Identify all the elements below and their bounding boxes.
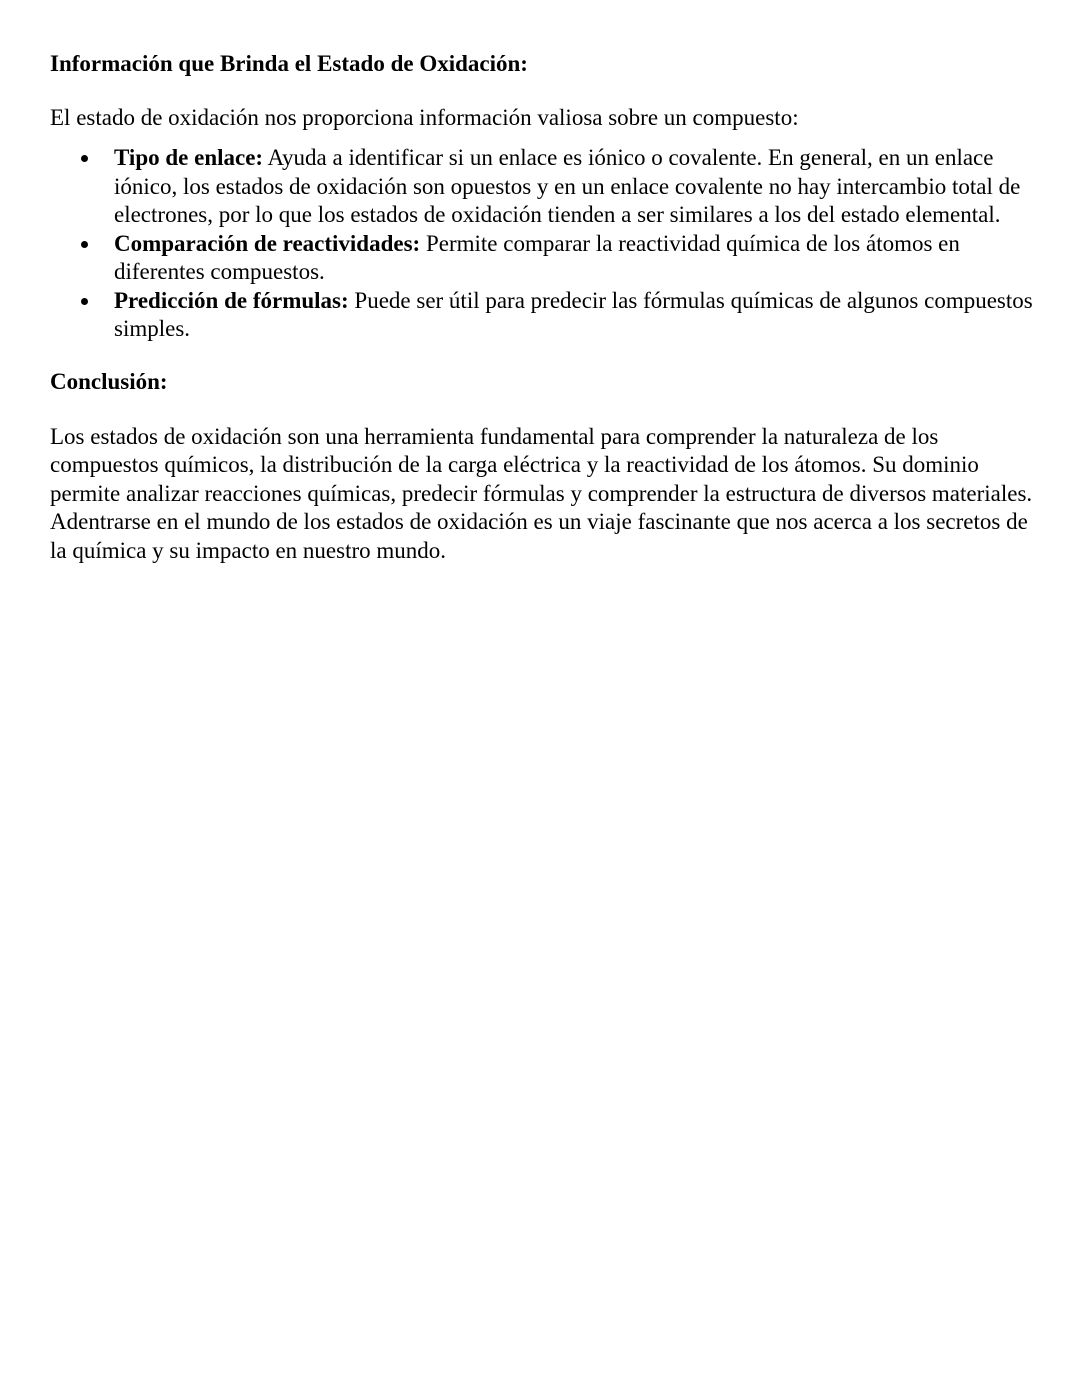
bullet-term: Tipo de enlace: <box>114 145 264 170</box>
bullet-icon <box>81 298 88 305</box>
bullet-text: Ayuda a identificar si un enlace es iónico o covalente. En general, en un enlace iónico, los estados de oxidación son opuestos y en un enlace covalente no hay intercambio total de electrones, por lo que los estados de oxidación tienden a ser similares a los del estado elemental. <box>114 145 1021 227</box>
bullet-list <box>50 144 1040 344</box>
bullet-icon <box>81 241 88 248</box>
section-intro: El estado de oxidación nos proporciona información valiosa sobre un compuesto: <box>50 105 799 130</box>
section-heading: Información que Brinda el Estado de Oxidación: <box>50 51 528 76</box>
bullet-icon <box>81 155 88 162</box>
conclusion-heading: Conclusión: <box>50 368 168 394</box>
bullet-term: Comparación de reactividades: <box>114 230 421 256</box>
list-item <box>50 287 1040 344</box>
list-item <box>50 144 1040 230</box>
bullet-text: Puede ser útil para predecir las fórmulas químicas de algunos compuestos simples. <box>114 287 1033 341</box>
document-page <box>50 50 1040 565</box>
bullet-text: Permite comparar la reactividad química de los átomos en diferentes compuestos. <box>114 230 960 284</box>
list-item <box>50 230 1040 287</box>
bullet-term: Predicción de fórmulas: <box>114 287 349 313</box>
conclusion-paragraph: Los estados de oxidación son una herramienta fundamental para comprender la naturaleza de los compuestos químicos, la distribución de la carga eléctrica y la reactividad de los átomos. Su dominio permite analizar reacciones químicas, predecir fórmulas y comprender la estructura de diversos materiales. Adentrarse en el mundo de los estados de oxidación es un viaje fascinante que nos acerca a los secretos de la química y su impacto en nuestro mundo. <box>50 423 1033 563</box>
